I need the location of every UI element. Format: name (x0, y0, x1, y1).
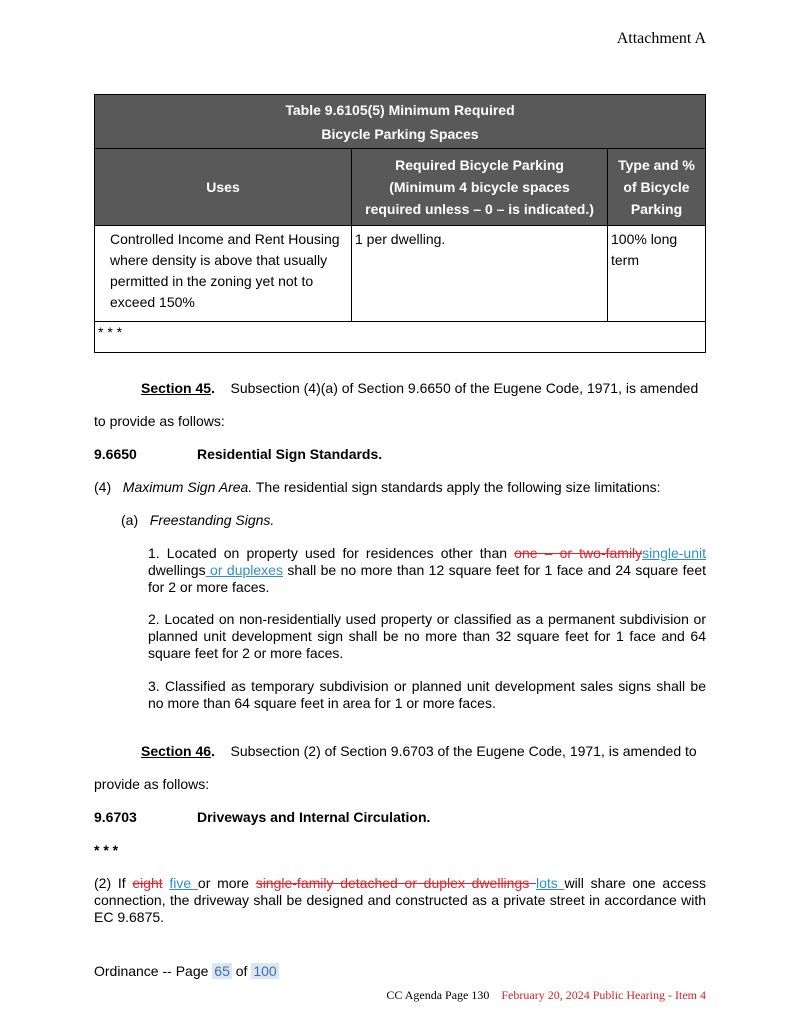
deleted-text: single-family detached or duplex dwellings (255, 875, 536, 891)
code-9-6650-num: 9.6650 (94, 446, 137, 462)
subsection-4: (4) Maximum Sign Area. The residential sign standards apply the following size limitations: (94, 479, 661, 495)
deleted-text: eight (132, 875, 163, 891)
inserted-text: or duplexes (205, 562, 283, 578)
col-header-required: Required Bicycle Parking (Minimum 4 bicycle spaces required unless – 0 – is indicated.) (352, 149, 608, 226)
section46-intro-cont: provide as follows: (94, 776, 210, 792)
col-header-type: Type and % of Bicycle Parking (608, 149, 706, 226)
section45-label: Section 45 (141, 380, 212, 396)
hearing-label: February 20, 2024 Public Hearing - Item 4 (501, 988, 706, 1002)
code-9-6650-title: Residential Sign Standards. (197, 446, 383, 462)
cell-use: Controlled Income and Rent Housing where density is above that usually permitted in the zoning yet not to exceed 150% (95, 226, 352, 322)
page-number: 65 (214, 963, 230, 979)
item-2: 2. Located on non-residentially used property or classified as a permanent subdivision or planned unit development sign shall be no more than 32 square feet for 1 face and 64 square feet for 2 or more faces. (148, 611, 706, 661)
section46-label: Section 46 (141, 743, 212, 759)
deleted-text: one – or two-family (514, 545, 643, 561)
inserted-text: five (169, 875, 198, 891)
subsection-2: (2) If eight five or more single-family detached or duplex dwellings lots will share one access connection, the driveway shall be designed and constructed as a private street in accordance with EC 9.6875. (94, 875, 706, 925)
cell-required: 1 per dwelling. (352, 226, 608, 322)
section45-intro-cont: to provide as follows: (94, 413, 225, 429)
table-row (95, 226, 706, 322)
section45-intro: Section 45. Subsection (4)(a) of Section 9.6650 of the Eugene Code, 1971, is amended (141, 380, 699, 396)
subsection-a: (a) Freestanding Signs. (121, 512, 275, 528)
section46-stars: * * * (94, 842, 119, 858)
col-header-uses: Uses (95, 149, 352, 226)
page-total: 100 (253, 963, 277, 979)
section46-intro: Section 46. Subsection (2) of Section 9.6703 of the Eugene Code, 1971, is amended to (141, 743, 697, 759)
code-9-6703-title: Driveways and Internal Circulation. (197, 809, 431, 825)
ordinance-page-footer: Ordinance -- Page 65 of 100 (94, 963, 277, 979)
inserted-text: lots (535, 875, 565, 891)
agenda-footer: CC Agenda Page 130 February 20, 2024 Public Hearing - Item 4 (386, 988, 706, 1002)
item-1: 1. Located on property used for residences other than one – or two-familysingle-unit dwellings or duplexes shall be no more than 12 square feet for 1 face and 24 square feet for 2 or more faces. (148, 545, 706, 595)
item-3: 3. Classified as temporary subdivision or planned unit development sales signs shall be no more than 64 square feet in area for 1 or more faces. (148, 678, 706, 711)
cell-type: 100% long term (608, 226, 706, 322)
code-9-6703-num: 9.6703 (94, 809, 137, 825)
table-stars: * * * (95, 322, 706, 353)
inserted-text: single-unit (642, 545, 706, 561)
attachment-label: Attachment A (616, 30, 706, 47)
bicycle-parking-table (94, 94, 706, 353)
table-title: Table 9.6105(5) Minimum Required Bicycle Parking Spaces (95, 95, 706, 149)
